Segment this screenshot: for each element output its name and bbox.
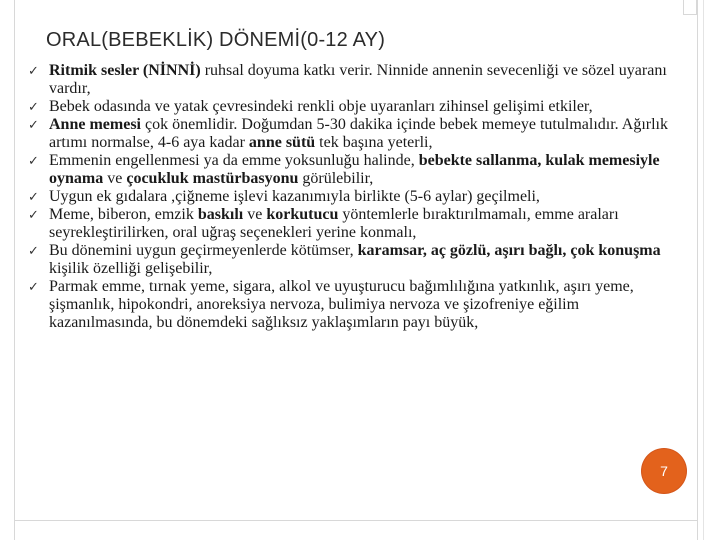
bullet-text-bold: bebekte sallanma, kulak memesiyle oynama xyxy=(49,152,660,187)
bullet-text: ve xyxy=(103,170,127,187)
bullet-text: Uygun ek gıdalara ,çiğneme işlevi kazanımıyla birlikte (5-6 aylar) geçilmeli, xyxy=(49,188,540,205)
page-number-badge xyxy=(642,449,686,493)
check-icon: ✓ xyxy=(28,64,39,79)
bullet-text: kişilik özelliği gelişebilir, xyxy=(49,260,213,277)
bullet-text: çok önemlidir. Doğumdan 5-30 dakika içinde bebek memeye tutulmalıdır. Ağırlık artımı normalse, 4-6 aya kadar xyxy=(49,116,668,151)
bullet-text-bold: anne sütü xyxy=(248,134,316,151)
bullet-item xyxy=(28,62,668,98)
frame-border-right-outer xyxy=(703,0,704,540)
bullet-text-bold: baskılı xyxy=(197,206,244,223)
bullet-text: yöntemlerle bıraktırılmamalı, emme araları seyrekleştirilirken, oral uğraş seçenekleri yerine konmalı, xyxy=(49,206,619,241)
bullet-item xyxy=(28,152,668,188)
bullet-text: Meme, biberon, emzik xyxy=(49,206,198,223)
check-icon: ✓ xyxy=(28,154,39,169)
slide-title: ORAL(BEBEKLİK) DÖNEMİ(0-12 AY) xyxy=(46,29,386,51)
check-icon: ✓ xyxy=(28,244,39,259)
bullet-item xyxy=(28,206,668,242)
bullet-text: Emmenin engellenmesi ya da emme yoksunluğu halinde, xyxy=(49,152,419,169)
page-number: 7 xyxy=(660,463,668,479)
check-icon: ✓ xyxy=(28,190,39,205)
bullet-item xyxy=(28,278,668,332)
bullet-item xyxy=(28,242,668,278)
bullet-item xyxy=(28,116,668,152)
bullet-list xyxy=(28,62,668,332)
bullet-text: görülebilir, xyxy=(298,170,374,187)
check-icon: ✓ xyxy=(28,118,39,133)
bullet-text: tek başına yeterli, xyxy=(315,134,433,151)
frame-border-bottom xyxy=(14,520,698,521)
bullet-item xyxy=(28,188,668,206)
bullet-text: Bebek odasında ve yatak çevresindeki renkli obje uyaranları zihinsel gelişimi etkiler, xyxy=(49,98,593,115)
check-icon: ✓ xyxy=(28,100,39,115)
bullet-text: Parmak emme, tırnak yeme, sigara, alkol ve uyuşturucu bağımlılığına yatkınlık, aşırı yeme, şişmanlık, hipokondri, anoreksiya nervoza, bulimiya nervoza ve şizofreniye eğilim kazanılmasında, bu dönemdeki sağlıksız yaklaşımların payı büyük, xyxy=(49,278,634,331)
bullet-text: Bu dönemini uygun geçirmeyenlerde kötümser, xyxy=(49,242,358,259)
bullet-text-bold: karamsar, aç gözlü, aşırı bağlı, çok konuşma xyxy=(357,242,661,259)
bullet-text: ve xyxy=(243,206,267,223)
frame-border-left xyxy=(14,0,15,540)
bullet-text-bold: Ritmik sesler (NİNNİ) xyxy=(49,62,201,79)
check-icon: ✓ xyxy=(28,280,39,295)
frame-corner-tab xyxy=(683,0,697,15)
bullet-text: ruhsal doyuma katkı verir. Ninnide annenin sevecenliği ve sözel uyaranı vardır, xyxy=(49,62,667,97)
bullet-text-bold: Anne memesi xyxy=(49,116,141,133)
frame-border-right xyxy=(697,0,698,540)
bullet-text-bold: korkutucu xyxy=(266,206,339,223)
bullet-text-bold: çocukluk mastürbasyonu xyxy=(126,170,299,187)
check-icon: ✓ xyxy=(28,208,39,223)
bullet-item xyxy=(28,98,668,116)
